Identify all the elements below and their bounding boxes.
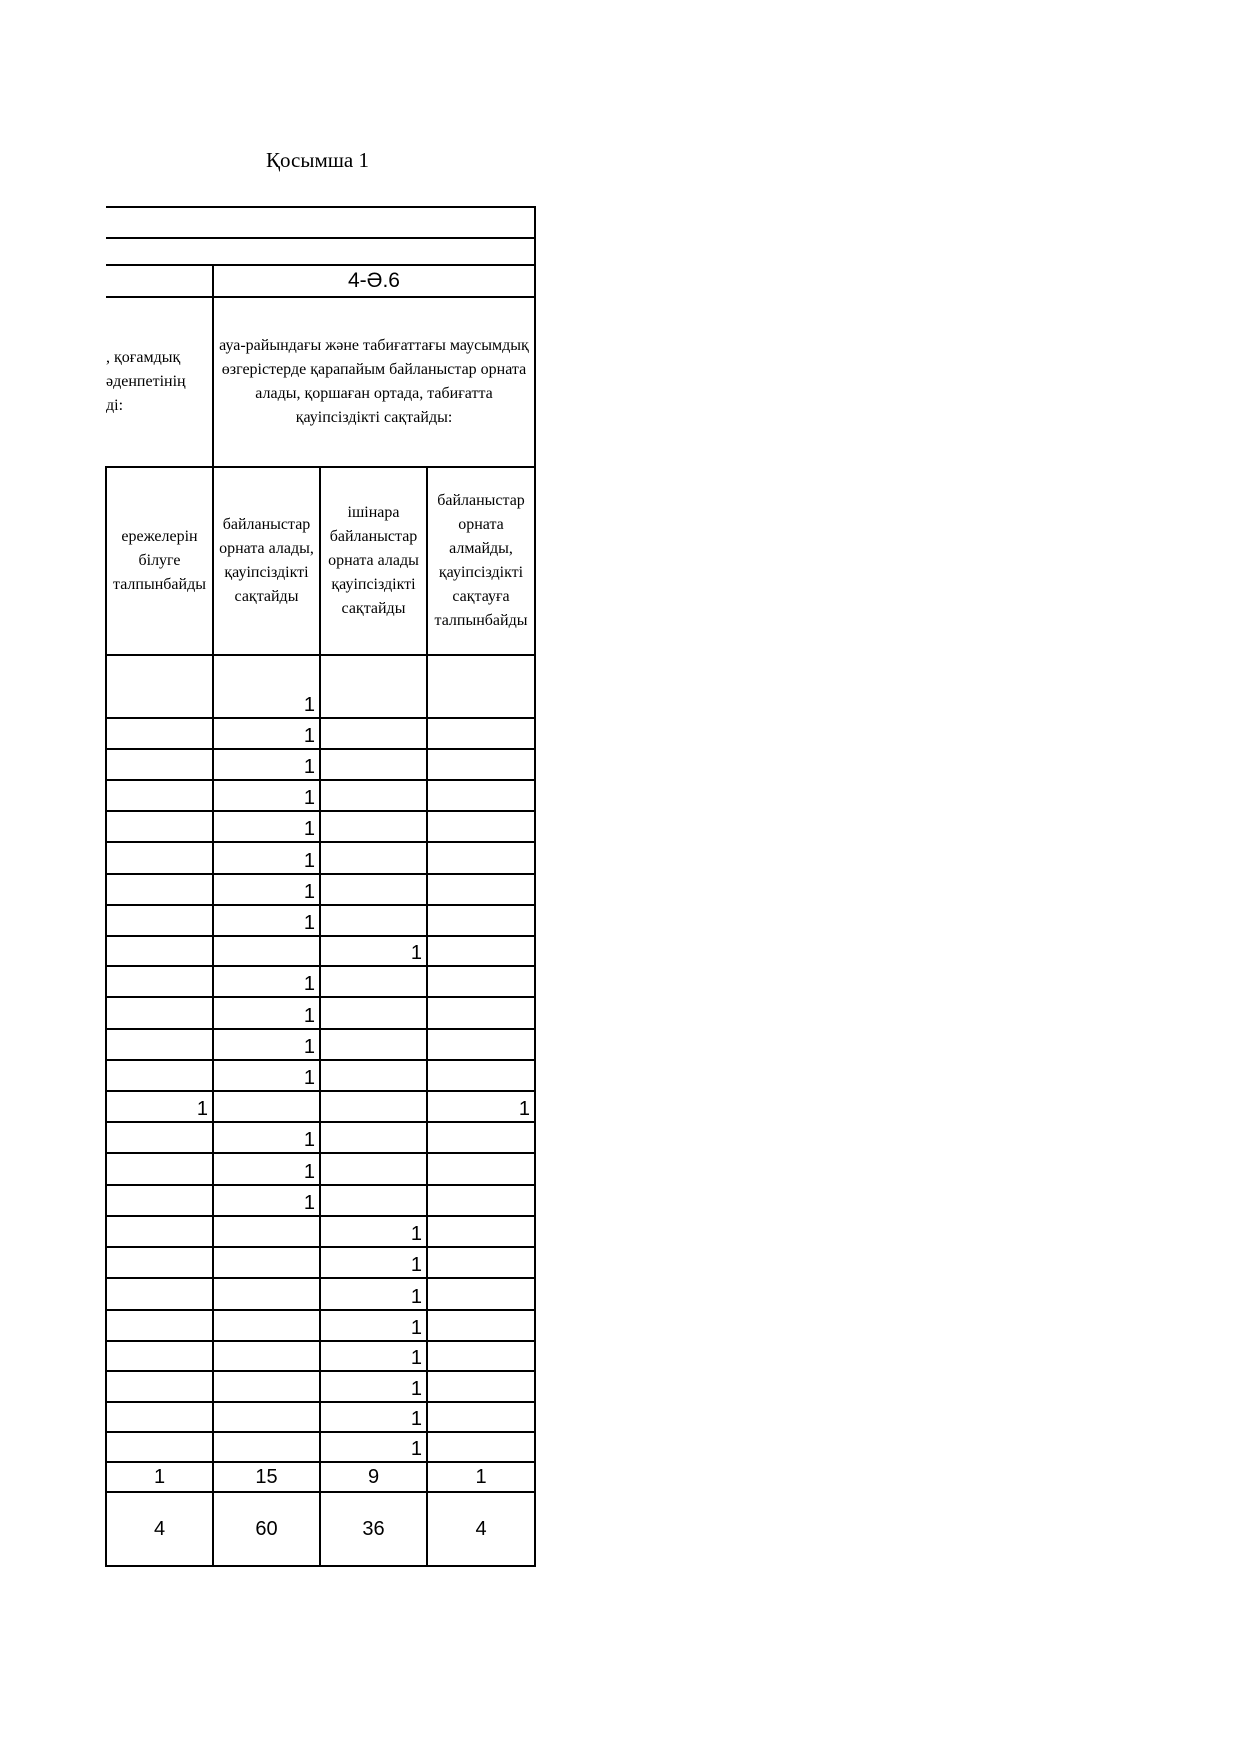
page-caption: Қосымша 1: [266, 148, 369, 172]
table-row: [106, 718, 535, 749]
table-cell: [213, 1247, 320, 1278]
table-row: [106, 1185, 535, 1216]
table-row: [106, 1278, 535, 1310]
table-cell: [106, 1029, 213, 1060]
table-cell: 1: [213, 749, 320, 780]
table-cell: 1: [320, 1341, 427, 1371]
table-row: [106, 1029, 535, 1060]
table-cell: [213, 1216, 320, 1247]
percent-cell: 36: [320, 1492, 427, 1566]
table-row: [106, 655, 535, 718]
table-cell: [427, 936, 535, 966]
table-cell: [427, 1216, 535, 1247]
title-right-cell: ауа-райындағы және табиғаттағы маусымдық өзгерістерде қарапайым байланыстар орната алады, қоршаған ортада, табиғатта қауіпсіздікті сақтайды:: [213, 297, 535, 467]
table-cell: [106, 966, 213, 997]
table-cell: [213, 1341, 320, 1371]
code-row: [106, 265, 535, 297]
table-cell: 1: [213, 1029, 320, 1060]
subheader-partial: ішінара байланыстар орната алады қауіпсіздікті сақтайды: [320, 467, 427, 655]
table-row: [106, 1402, 535, 1432]
table-cell: [427, 1278, 535, 1310]
table-cell: [106, 1371, 213, 1402]
table-cell: 1: [320, 1432, 427, 1462]
table-cell: 1: [213, 1060, 320, 1091]
table-cell: [106, 780, 213, 811]
table-row: [106, 966, 535, 997]
table-cell: 1: [213, 780, 320, 811]
table-cell: [427, 905, 535, 936]
table-cell: [427, 718, 535, 749]
table-row: [106, 780, 535, 811]
table-cell: [427, 1341, 535, 1371]
table-cell: [427, 1247, 535, 1278]
table-cell: [427, 874, 535, 905]
table-cell: [427, 1060, 535, 1091]
table-cell: [106, 936, 213, 966]
table-cell: [106, 842, 213, 874]
table-cell: [106, 1310, 213, 1341]
table-cell: 1: [320, 1216, 427, 1247]
table-cell: 1: [213, 905, 320, 936]
table-row: [106, 811, 535, 842]
table-cell: [320, 1153, 427, 1185]
table-row: [106, 936, 535, 966]
table-cell: 1: [213, 874, 320, 905]
table-cell: 1: [213, 1185, 320, 1216]
table-cell: [106, 1247, 213, 1278]
title-left-cell: [106, 297, 213, 467]
table-row: [106, 1091, 535, 1122]
table-row: [106, 842, 535, 874]
table-cell: [427, 842, 535, 874]
table-cell: [106, 749, 213, 780]
table-cell: 1: [213, 811, 320, 842]
table-cell: [427, 997, 535, 1029]
title-row: [106, 297, 535, 467]
table-row: [106, 1341, 535, 1371]
title-left-line: әденпетінің: [106, 373, 186, 390]
table-row: [106, 1122, 535, 1153]
table-cell: [213, 1091, 320, 1122]
table-cell: 1: [213, 655, 320, 718]
table-cell: [320, 780, 427, 811]
table-cell: [320, 842, 427, 874]
table-row: [106, 749, 535, 780]
table-cell: [427, 966, 535, 997]
blank-row: [106, 238, 535, 265]
table-cell: [427, 1185, 535, 1216]
table-cell: [106, 1185, 213, 1216]
table-cell: [320, 1029, 427, 1060]
table-row: [106, 997, 535, 1029]
table-cell: 1: [320, 1247, 427, 1278]
table-cell: [427, 1122, 535, 1153]
percent-cell: 4: [106, 1492, 213, 1566]
table-cell: [427, 1153, 535, 1185]
table-cell: [320, 905, 427, 936]
table-cell: 1: [213, 1122, 320, 1153]
table-cell: [106, 811, 213, 842]
table-cell: 1: [320, 1402, 427, 1432]
table-cell: 1: [213, 842, 320, 874]
table-cell: [320, 718, 427, 749]
table-cell: [213, 1310, 320, 1341]
table-cell: [320, 1060, 427, 1091]
table-cell: 1: [320, 1371, 427, 1402]
table-row: [106, 1310, 535, 1341]
table-cell: [427, 1402, 535, 1432]
table-row: [106, 1153, 535, 1185]
total-cell: 15: [213, 1462, 320, 1492]
table-cell: 1: [320, 936, 427, 966]
blank-row: [106, 207, 535, 238]
table-cell: [320, 1122, 427, 1153]
table-cell: [320, 655, 427, 718]
table-cell: [213, 936, 320, 966]
table-row: [106, 874, 535, 905]
table-cell: [106, 1216, 213, 1247]
percent-row: [106, 1492, 535, 1566]
table-cell: [106, 1122, 213, 1153]
table-row: [106, 1371, 535, 1402]
table-cell: 1: [213, 997, 320, 1029]
table-cell: [106, 1341, 213, 1371]
subheader-row: [106, 467, 535, 655]
table-cell: [106, 874, 213, 905]
table-cell: [427, 749, 535, 780]
total-cell: 1: [427, 1462, 535, 1492]
table-cell: [427, 1371, 535, 1402]
table-cell: 1: [320, 1310, 427, 1341]
table-cell: 1: [106, 1091, 213, 1122]
total-cell: 9: [320, 1462, 427, 1492]
table-cell: [106, 997, 213, 1029]
table-cell: [213, 1432, 320, 1462]
subheader-can-connect: байланыстар орната алады, қауіпсіздікті сақтайды: [213, 467, 320, 655]
table-row: [106, 1060, 535, 1091]
table-cell: [213, 1278, 320, 1310]
table-cell: [213, 1371, 320, 1402]
table-cell: [106, 1153, 213, 1185]
table-cell: 1: [427, 1091, 535, 1122]
title-left-line: ді:: [106, 397, 124, 414]
table-cell: [427, 1029, 535, 1060]
table-cell: [427, 811, 535, 842]
table-cell: 1: [213, 718, 320, 749]
table-cell: [320, 811, 427, 842]
table-cell: [106, 1060, 213, 1091]
table-cell: [106, 718, 213, 749]
total-cell: 1: [106, 1462, 213, 1492]
table-cell: [427, 655, 535, 718]
table-cell: [427, 1432, 535, 1462]
table-cell: 1: [320, 1278, 427, 1310]
table-cell: [106, 1402, 213, 1432]
totals-row: [106, 1462, 535, 1492]
table-cell: [320, 1091, 427, 1122]
table-cell: [106, 1278, 213, 1310]
table-cell: [320, 997, 427, 1029]
table-cell: [320, 874, 427, 905]
table-cell: [106, 905, 213, 936]
title-left-line: , қоғамдық: [106, 349, 181, 366]
competency-code: 4-Ә.6: [213, 265, 535, 297]
subheader-cannot-connect: байланыстар орната алмайды, қауіпсіздікті сақтауға талпынбайды: [427, 467, 535, 655]
table-row: [106, 1247, 535, 1278]
table-cell: [320, 966, 427, 997]
table-cell: [427, 1310, 535, 1341]
table-cell: [213, 1402, 320, 1432]
table-cell: [106, 655, 213, 718]
subheader-not-striving: ережелерін білуге талпынбайды: [106, 467, 213, 655]
percent-cell: 4: [427, 1492, 535, 1566]
percent-cell: 60: [213, 1492, 320, 1566]
table-cell: [106, 1432, 213, 1462]
table-cell: [320, 749, 427, 780]
table-row: [106, 905, 535, 936]
table-cell: 1: [213, 966, 320, 997]
table-row: [106, 1216, 535, 1247]
table-cell: 1: [213, 1153, 320, 1185]
table-cell: [320, 1185, 427, 1216]
table-row: [106, 1432, 535, 1462]
assessment-table: [105, 206, 536, 1567]
table-cell: [427, 780, 535, 811]
